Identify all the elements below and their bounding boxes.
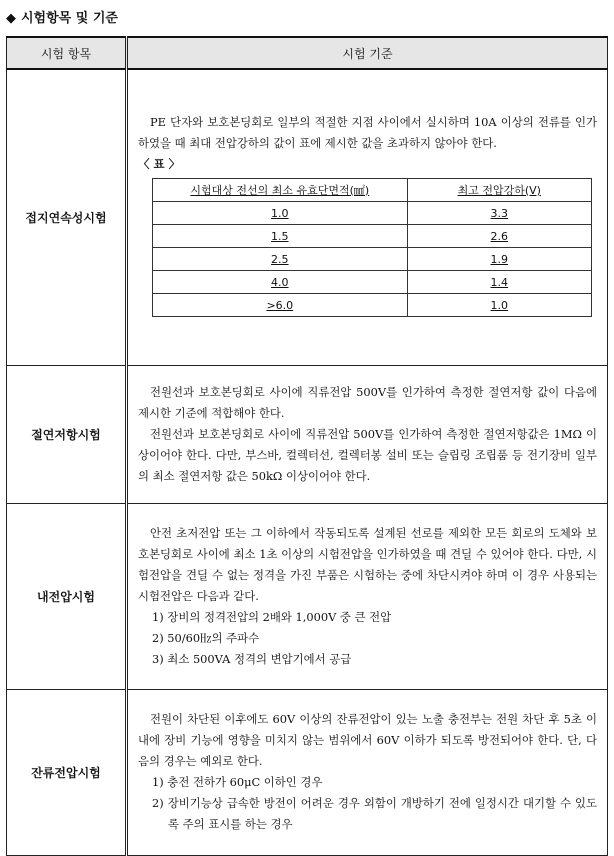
table-row (7, 69, 608, 365)
inner-header-drop: 최고 전압강하(V) (407, 179, 591, 202)
section-heading-text: 시험항목 및 기준 (21, 11, 118, 26)
inner-cell: 2.6 (407, 225, 591, 248)
inner-row (153, 202, 592, 225)
inner-table-title: 〈 표 〉 (138, 157, 181, 172)
inner-cell: 2.5 (153, 248, 408, 271)
paragraph: 전원선과 보호본딩회로 사이에 직류전압 500V를 인가하여 측정한 절연저항값은 1MΩ 이상이어야 한다. 다만, 부스바, 컬렉터선, 컬렉터봉 설비 또는 슬립링 조립품 등 전기장비 일부의 최소 절연저항 값은 50kΩ 이상이어야 한다. (138, 426, 597, 483)
row-content (127, 689, 608, 855)
inner-header-area: 시험대상 전선의 최소 유효단면적(㎟) (153, 179, 408, 202)
paragraph: 전원이 차단된 이후에도 60V 이상의 잔류전압이 있는 노출 충전부는 전원 차단 후 5초 이내에 장비 기능에 영향을 미치지 않는 범위에서 60V 이하가 되도록 방전되어야 한다. 단, 다음의 경우는 예외로 한다. (138, 712, 597, 768)
voltage-drop-table (152, 178, 592, 317)
row-content (127, 503, 608, 689)
list-item: 2) 50/60㎐의 주파수 (152, 630, 260, 645)
table-row (7, 689, 608, 855)
paragraph: 안전 초저전압 또는 그 이하에서 작동되도록 설계된 선로를 제외한 모든 회로의 도체와 보호본딩회로 사이에 최소 1초 이상의 시험전압을 인가하였을 때 견딜 수 있어야 한다. 다만, 시험전압을 견딜 수 없는 정격을 가진 부품은 시험하는 중에 차단시켜야 하며 이 경우 사용되는 시험전압은 다음과 같다. (138, 525, 597, 603)
list-item: 2) 장비기능상 급속한 방전이 어려운 경우 외함이 개방하기 전에 일정시간 대기할 수 있도록 주의 표시를 하는 경우 (152, 796, 597, 831)
inner-cell: 1.4 (407, 271, 591, 294)
inner-row (153, 248, 592, 271)
row-label: 접지연속성시험 (7, 69, 127, 365)
inner-cell: 4.0 (153, 271, 408, 294)
inner-cell: 1.0 (407, 294, 591, 317)
table-row (7, 365, 608, 503)
paragraph: PE 단자와 보호본딩회로 일부의 적절한 지점 사이에서 실시하며 10A 이상의 전류를 인가하였을 때 최대 전압강하의 값이 표에 제시한 값을 초과하지 않아야 한다. (138, 115, 597, 151)
inner-cell: 3.3 (407, 202, 591, 225)
header-test-item: 시험 항목 (7, 37, 127, 69)
inner-row (153, 225, 592, 248)
inner-row (153, 271, 592, 294)
row-label: 내전압시험 (7, 503, 127, 689)
row-label: 잔류전압시험 (7, 689, 127, 855)
row-content (127, 365, 608, 503)
condition-list (138, 607, 597, 670)
row-label: 절연저항시험 (7, 365, 127, 503)
exception-list (138, 772, 597, 835)
header-test-standard: 시험 기준 (127, 37, 608, 69)
list-item: 3) 최소 500VA 정격의 변압기에서 공급 (152, 651, 352, 666)
table-header-row (7, 37, 608, 69)
test-standards-table (6, 36, 608, 856)
table-row (7, 503, 608, 689)
section-heading (6, 7, 118, 26)
list-item: 1) 장비의 정격전압의 2배와 1,000V 중 큰 전압 (152, 609, 392, 624)
row-content (127, 69, 608, 365)
paragraph: 전원선과 보호본딩회로 사이에 직류전압 500V를 인가하여 측정한 절연저항 값이 다음에 제시한 기준에 적합해야 한다. (138, 384, 597, 420)
inner-header-row (153, 179, 592, 202)
inner-cell: 1.0 (153, 202, 408, 225)
inner-cell: 1.5 (153, 225, 408, 248)
inner-cell: 1.9 (407, 248, 591, 271)
diamond-bullet-icon: ◆ (6, 11, 16, 26)
list-item: 1) 충전 전하가 60μC 이하인 경우 (152, 775, 323, 789)
inner-row (153, 294, 592, 317)
inner-cell: >6.0 (153, 294, 408, 317)
